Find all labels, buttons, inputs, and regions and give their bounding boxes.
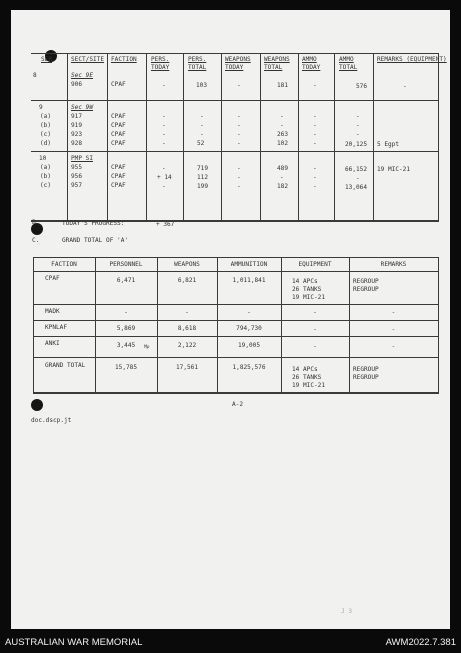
s9-weap-total: 263	[277, 131, 289, 138]
row-ammunition: 794,730	[236, 325, 262, 332]
s9-weap-total: 102	[277, 140, 289, 147]
row-remarks: REGROUP	[353, 286, 379, 293]
row-faction: CPAF	[45, 275, 60, 282]
progress-letter: B.	[32, 219, 40, 226]
row-faction: ANKI	[45, 340, 60, 347]
s10-ammo-total: -	[356, 175, 360, 182]
s10-ammo-total: 13,064	[345, 184, 368, 191]
s10-faction: CPAF	[111, 182, 126, 189]
s9-pers-total: -	[200, 131, 204, 138]
s10-weap-today: -	[237, 165, 241, 172]
header-ser: SER	[41, 56, 53, 63]
footer-accession-number: AWM2022.7.381	[385, 637, 456, 648]
s8-remarks: -	[403, 83, 407, 90]
s10-ammo-total: 66,152	[345, 166, 368, 173]
document-reference: doc.dscp.jt	[31, 417, 72, 424]
s10-ser: 10	[39, 155, 47, 162]
s9-ammo-total: -	[356, 122, 360, 129]
s8-sector: Sec 9E	[71, 72, 94, 79]
s9-pers-total: -	[200, 113, 204, 120]
s9-faction: CPAF	[111, 122, 126, 129]
s9-site: 923	[71, 131, 83, 138]
s10-weap-today: -	[237, 183, 241, 190]
s9-weap-total: -	[280, 113, 284, 120]
row-faction: MADK	[45, 308, 60, 315]
s9-pers-today: -	[162, 131, 166, 138]
s9-pers-today: -	[162, 122, 166, 129]
s9-sub: (b)	[40, 122, 52, 129]
s9-sub: (a)	[40, 113, 52, 120]
row-ammunition: -	[247, 309, 251, 316]
s9-weap-today: -	[237, 122, 241, 129]
s10-pers-today: -	[162, 165, 166, 172]
s9-pers-today: -	[162, 140, 166, 147]
row-weapons: 17,561	[175, 364, 198, 371]
s10-site: 955	[71, 164, 83, 171]
s8-faction: CPAF	[111, 81, 126, 88]
row-weapons: 2,122	[177, 342, 197, 349]
row-personnel: -	[124, 309, 128, 316]
s10-sub: (b)	[40, 173, 52, 180]
s9-weap-today: -	[237, 140, 241, 147]
footer-credit: AUSTRALIAN WAR MEMORIAL	[5, 637, 143, 648]
row-personnel: 6,471	[116, 277, 136, 284]
handwritten-annotation: Mp	[144, 345, 150, 350]
s10-ammo-today: -	[313, 165, 317, 172]
row-equipment: 26 TANKS	[292, 374, 322, 381]
s9-weap-total: -	[280, 122, 284, 129]
row-equipment: 19 MIC-21	[292, 382, 326, 389]
s9-sub: (c)	[40, 131, 52, 138]
row-weapons: 6,821	[177, 277, 197, 284]
document-page	[11, 10, 450, 629]
s9-sector: Sec 9W	[71, 104, 94, 111]
header-ammunition: AMMUNITION	[230, 261, 268, 268]
s8-weap-today: -	[237, 82, 241, 89]
s9-pers-today: -	[162, 113, 166, 120]
s10-sub: (a)	[40, 164, 52, 171]
row-ammunition: 19,005	[237, 342, 260, 349]
punch-hole	[31, 399, 43, 411]
s10-sub: (c)	[40, 182, 52, 189]
s9-pers-total: 52	[197, 140, 205, 147]
header-remarks: REMARKS (EQUIPMENT)	[377, 56, 447, 63]
s10-pers-total: 199	[197, 183, 209, 190]
s8-ser: 8	[33, 72, 37, 79]
row-equipment: 26 TANKS	[292, 286, 322, 293]
s8-ammo-total: 576	[356, 83, 368, 90]
row-ammunition: 1,011,841	[232, 277, 266, 284]
s10-weap-total: 489	[277, 165, 289, 172]
row-weapons: 8,618	[177, 325, 197, 332]
row-faction: GRAND TOTAL	[45, 362, 86, 369]
progress-value: + 367	[156, 221, 175, 228]
s10-pers-total: 112	[197, 174, 209, 181]
page-number: A-2	[232, 401, 244, 408]
s8-ammo-today: -	[313, 82, 317, 89]
row-ammunition: 1,825,576	[232, 364, 266, 371]
s9-site: 917	[71, 113, 83, 120]
s8-site: 906	[71, 81, 83, 88]
header-weapons: WEAPONS	[174, 261, 200, 268]
s10-ammo-today: -	[313, 174, 317, 181]
row-personnel: 5,869	[116, 325, 136, 332]
row-remarks: -	[391, 326, 396, 333]
progress-label: TODAY'S PROGRESS:	[62, 220, 125, 227]
row-remarks: REGROUP	[353, 278, 379, 285]
s9-pers-total: -	[200, 122, 204, 129]
header-ammo-today: AMMO TODAY	[302, 56, 321, 71]
s9-ammo-today: -	[313, 140, 317, 147]
s10-weap-total: 182	[277, 183, 289, 190]
s9-ammo-total: -	[356, 113, 360, 120]
s9-ammo-total: 20,125	[345, 141, 368, 148]
s10-weap-total: -	[280, 174, 284, 181]
header-personnel: PERSONNEL	[109, 261, 143, 268]
s8-pers-total: 103	[196, 82, 208, 89]
row-weapons: -	[185, 309, 189, 316]
s9-faction: CPAF	[111, 113, 126, 120]
grand-label: GRAND TOTAL OF 'A'	[62, 237, 129, 244]
s10-faction: CPAF	[111, 173, 126, 180]
row-remarks: -	[391, 309, 396, 316]
header-equipment: EQUIPMENT	[298, 261, 332, 268]
header-remarks: REMARKS	[380, 261, 407, 268]
s10-faction: CPAF	[111, 164, 126, 171]
header-ammo-total: AMMO TOTAL	[339, 56, 358, 71]
row-remarks: -	[391, 343, 396, 350]
s9-faction: CPAF	[111, 140, 126, 147]
s9-ammo-today: -	[313, 122, 317, 129]
header-sect-site: SECT/SITE	[71, 56, 105, 63]
s9-ser: 9	[39, 104, 43, 111]
pencil-scribble: J 3	[341, 608, 353, 615]
row-remarks: REGROUP	[353, 366, 379, 373]
s10-remarks: 19 MIC-21	[377, 166, 411, 173]
row-equipment: -	[313, 309, 317, 316]
s9-weap-today: -	[237, 131, 241, 138]
s10-ammo-today: -	[313, 183, 317, 190]
row-equipment: -	[313, 326, 317, 333]
s10-sector: PMP SI	[71, 155, 94, 162]
s9-site: 928	[71, 140, 83, 147]
s9-ammo-today: -	[313, 131, 317, 138]
s9-faction: CPAF	[111, 131, 126, 138]
header-pers-total: PERS. TOTAL	[188, 56, 207, 71]
header-faction: FACTION	[51, 261, 77, 268]
s10-site: 956	[71, 173, 83, 180]
s10-site: 957	[71, 182, 83, 189]
row-equipment: -	[313, 343, 317, 350]
row-personnel: 15,785	[114, 364, 137, 371]
row-equipment: 14 APCs	[292, 278, 318, 285]
s9-remarks: 5 Egpt	[377, 141, 400, 148]
s8-weap-total: 181	[277, 82, 289, 89]
row-faction: KPNLAF	[45, 324, 68, 331]
s9-sub: (d)	[40, 140, 52, 147]
row-equipment: 14 APCs	[292, 366, 318, 373]
row-remarks: REGROUP	[353, 374, 379, 381]
header-pers-today: PERS. TODAY	[151, 56, 170, 71]
s10-weap-today: -	[237, 174, 241, 181]
header-weapons-total: WEAPONS TOTAL	[264, 56, 290, 71]
row-personnel: 3,445	[116, 342, 136, 349]
s10-pers-total: 719	[197, 165, 209, 172]
header-weapons-today: WEAPONS TODAY	[225, 56, 251, 71]
s8-pers-today: -	[162, 82, 166, 89]
s10-pers-today: + 14	[157, 174, 172, 181]
s10-pers-today: -	[162, 183, 166, 190]
grand-letter: C.	[32, 237, 40, 244]
s9-site: 919	[71, 122, 83, 129]
header-faction: FACTION	[111, 56, 137, 63]
s9-ammo-today: -	[313, 113, 317, 120]
s9-ammo-total: -	[356, 131, 360, 138]
s9-weap-today: -	[237, 113, 241, 120]
row-equipment: 19 MIC-21	[292, 294, 326, 301]
